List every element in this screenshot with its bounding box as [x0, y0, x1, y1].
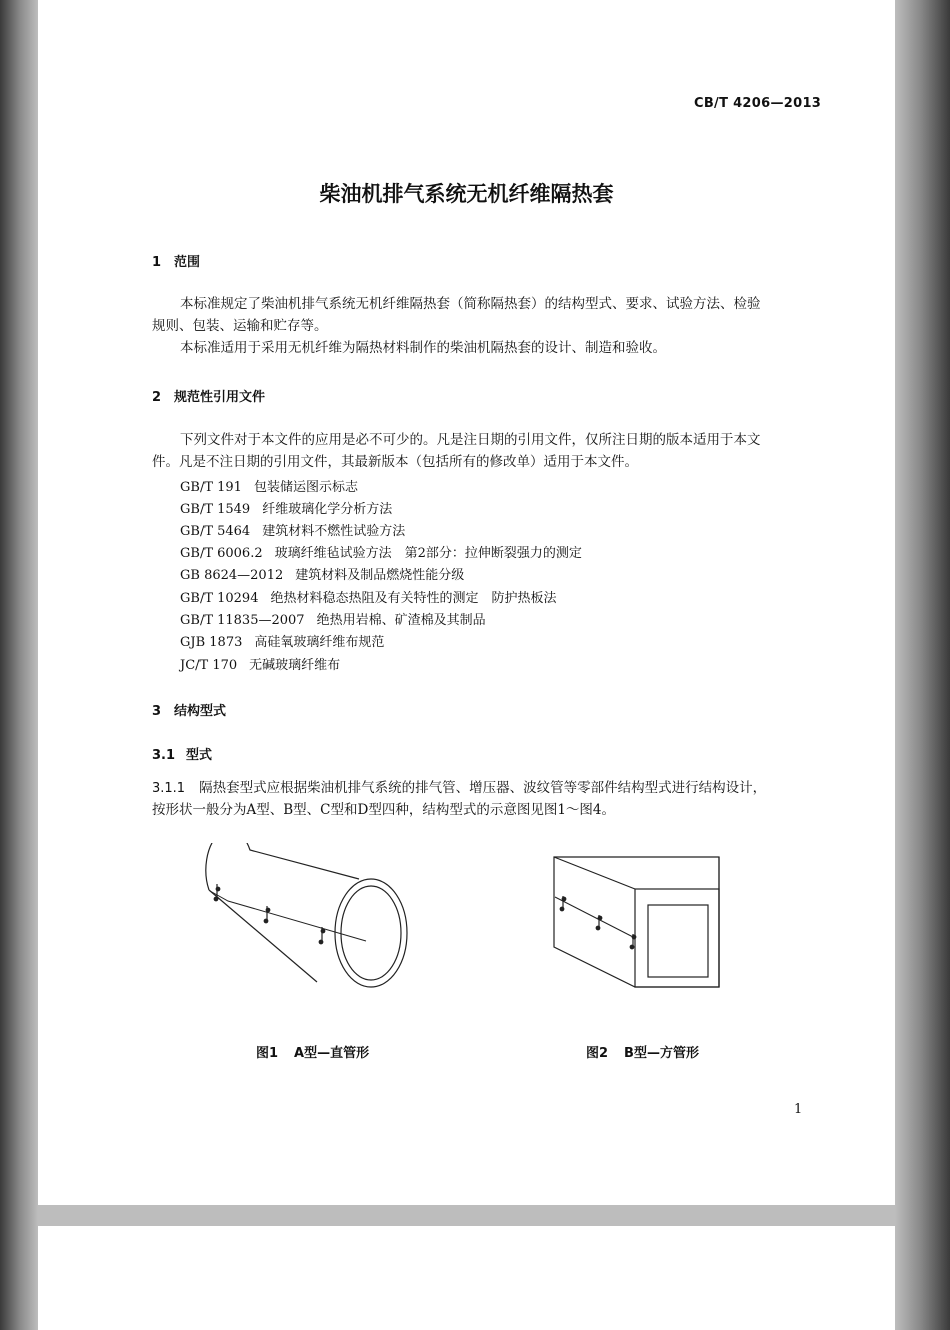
- reference-item: GB/T 10294 绝热材料稳态热阻及有关特性的测定 防护热板法: [180, 591, 557, 606]
- reference-item: GB/T 11835—2007 绝热用岩棉、矿渣棉及其制品: [180, 613, 486, 628]
- reference-item: GJB 1873 高硅氧玻璃纤维布规范: [180, 635, 385, 650]
- figure-2-square-duct-drawing: [550, 848, 735, 993]
- section-1-paragraph-line: 本标准适用于采用无机纤维为隔热材料制作的柴油机隔热套的设计、制造和验收。: [180, 340, 666, 356]
- section-1-heading: 1 范围: [152, 255, 201, 270]
- figure-2-caption: 图2 B型—方管形: [586, 1046, 699, 1061]
- figure-1-caption: 图1 A型—直管形: [256, 1046, 370, 1061]
- section-2-paragraph-line: 件。凡是不注日期的引用文件，其最新版本（包括所有的修改单）适用于本文件。: [152, 454, 638, 470]
- reference-item: JC/T 170 无碱玻璃纤维布: [180, 658, 341, 673]
- standard-code: CB/T 4206—2013: [694, 96, 822, 111]
- clause-3-1-1-line: 按形状一般分为A型、B型、C型和D型四种，结构型式的示意图见图1～图4。: [152, 802, 616, 818]
- document-page: [38, 0, 895, 1205]
- figure-1-straight-pipe-drawing: [198, 843, 413, 993]
- section-1-paragraph-line: 本标准规定了柴油机排气系统无机纤维隔热套（简称隔热套）的结构型式、要求、试验方法、检验: [180, 296, 761, 312]
- section-3-heading: 3 结构型式: [152, 704, 227, 719]
- page-number: 1: [794, 1102, 803, 1117]
- clause-3-1-1-line: 3.1.1 隔热套型式应根据柴油机排气系统的排气管、增压器、波纹管等零部件结构型式进行结构设计，: [152, 780, 767, 796]
- reference-item: GB/T 6006.2 玻璃纤维毡试验方法 第2部分：拉伸断裂强力的测定: [180, 546, 582, 561]
- section-2-paragraph-line: 下列文件对于本文件的应用是必不可少的。凡是注日期的引用文件，仅所注日期的版本适用于本文: [180, 432, 761, 448]
- document-title: 柴油机排气系统无机纤维隔热套: [319, 182, 614, 206]
- next-page-edge: [38, 1226, 895, 1330]
- section-3-1-heading: 3.1 型式: [152, 748, 213, 763]
- reference-item: GB 8624—2012 建筑材料及制品燃烧性能分级: [180, 568, 465, 583]
- section-1-paragraph-line: 规则、包装、运输和贮存等。: [152, 318, 328, 334]
- reference-item: GB/T 191 包装储运图示标志: [180, 480, 358, 495]
- reference-item: GB/T 1549 纤维玻璃化学分析方法: [180, 502, 393, 517]
- reference-item: GB/T 5464 建筑材料不燃性试验方法: [180, 524, 406, 539]
- section-2-heading: 2 规范性引用文件: [152, 390, 266, 405]
